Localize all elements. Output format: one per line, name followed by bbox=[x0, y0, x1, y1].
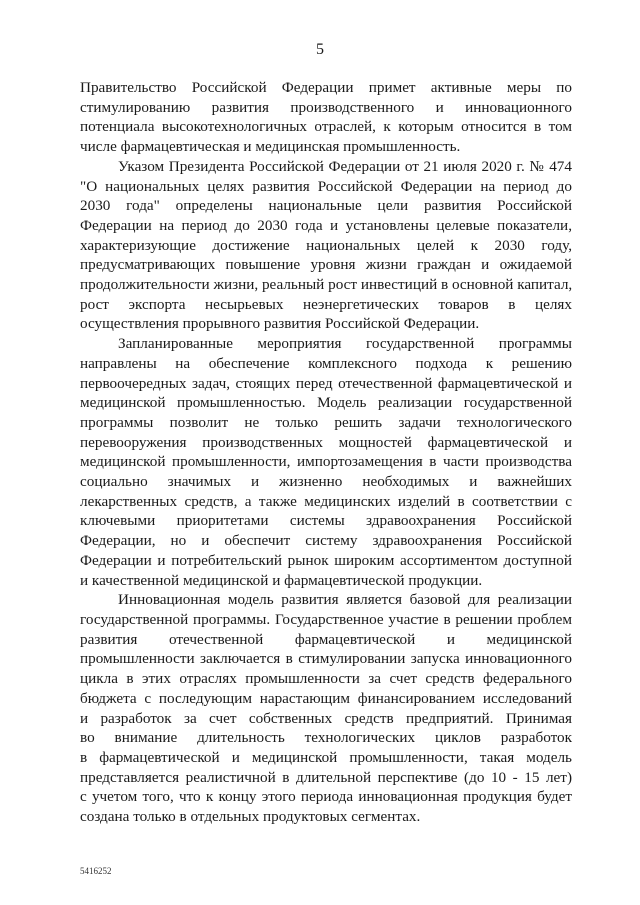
text-line: осуществления прорывного развития Российской Федерации. bbox=[80, 315, 480, 333]
text-line: перевооружения производственных мощностей фармацевтической и bbox=[80, 433, 572, 451]
text-line: Указом Президента Российской Федерации от 21 июля 2020 г. № 474 bbox=[118, 157, 572, 175]
document-code: 5416252 bbox=[80, 866, 112, 876]
text-line: Правительство Российской Федерации примет активные меры по bbox=[80, 79, 572, 96]
text-line: промышленности заключается в стимулировании запуска инновационного bbox=[80, 650, 572, 668]
text-line: стимулированию развития производственного и инновационного bbox=[80, 98, 572, 116]
text-line: с учетом того, что к концу этого периода инновационная продукция будет bbox=[80, 788, 572, 806]
document-body bbox=[80, 78, 572, 827]
text-line: представляется реалистичной в длительной перспективе (до 10 - 15 лет) bbox=[80, 768, 572, 786]
text-line: потенциала высокотехнологичных отраслей, к которым относится в том bbox=[80, 118, 572, 136]
text-line: лекарственных средств, а также медицинских изделий в соответствии с bbox=[80, 492, 572, 510]
text-line: цикла в этих отраслях промышленности за счет средств федерального bbox=[80, 670, 572, 688]
paragraph-4 bbox=[80, 590, 572, 826]
paragraph-1 bbox=[80, 78, 572, 157]
text-line: Запланированные мероприятия государственной программы bbox=[118, 335, 572, 353]
text-line: Инновационная модель развития является базовой для реализации bbox=[118, 591, 572, 609]
text-line: государственной программы. Государственное участие в решении проблем bbox=[80, 610, 572, 628]
text-line: ключевыми приоритетами системы здравоохранения Российской bbox=[80, 512, 572, 530]
text-line: социально значимых и жизненно необходимых и важнейших bbox=[80, 473, 572, 491]
text-line: в фармацевтической и медицинской промышленности, такая модель bbox=[80, 748, 572, 766]
text-line: Федерации и потребительский рынок широким ассортиментом доступной bbox=[80, 551, 572, 569]
text-line: создана только в отдельных продуктовых сегментах. bbox=[80, 808, 421, 826]
text-line: бюджета с последующим нарастающим финансированием исследований bbox=[80, 689, 572, 707]
text-line: развития отечественной фармацевтической и медицинской bbox=[80, 630, 572, 648]
text-line: во внимание длительность технологических циклов разработок bbox=[80, 729, 572, 747]
page-number: 5 bbox=[316, 41, 324, 58]
text-line: и качественной медицинской и фармацевтической продукции. bbox=[80, 571, 483, 589]
text-line: направлены на обеспечение комплексного подхода к решению bbox=[80, 354, 572, 372]
text-line: первоочередных задач, стоящих перед отечественной фармацевтической и bbox=[80, 374, 572, 392]
text-line: Федерации на период до 2030 года и установлены целевые показатели, bbox=[80, 216, 572, 234]
text-line: программы позволит не только решить задачи технологического bbox=[80, 413, 572, 431]
text-line: медицинской промышленности, импортозамещения в части производства bbox=[80, 453, 572, 471]
text-line: продолжительности жизни, реальный рост инвестиций в основной капитал, bbox=[80, 276, 573, 294]
text-line: "О национальных целях развития Российской Федерации на период до bbox=[80, 177, 572, 195]
text-line: 2030 года" определены национальные цели развития Российской bbox=[80, 197, 572, 215]
paragraph-3 bbox=[80, 334, 572, 590]
text-line: рост экспорта несырьевых неэнергетических товаров в целях bbox=[80, 295, 572, 313]
text-line: числе фармацевтическая и медицинская промышленность. bbox=[80, 138, 461, 156]
paragraph-2 bbox=[80, 157, 572, 334]
text-line: и разработок за счет собственных средств предприятий. Принимая bbox=[80, 709, 572, 727]
text-line: характеризующие достижение национальных целей к 2030 году, bbox=[80, 236, 572, 254]
text-line: предусматривающих повышение уровня жизни граждан и ожидаемой bbox=[80, 256, 572, 274]
text-line: Федерации, но и обеспечит систему здравоохранения Российской bbox=[80, 532, 572, 550]
text-line: медицинской промышленностью. Модель реализации государственной bbox=[80, 394, 572, 412]
